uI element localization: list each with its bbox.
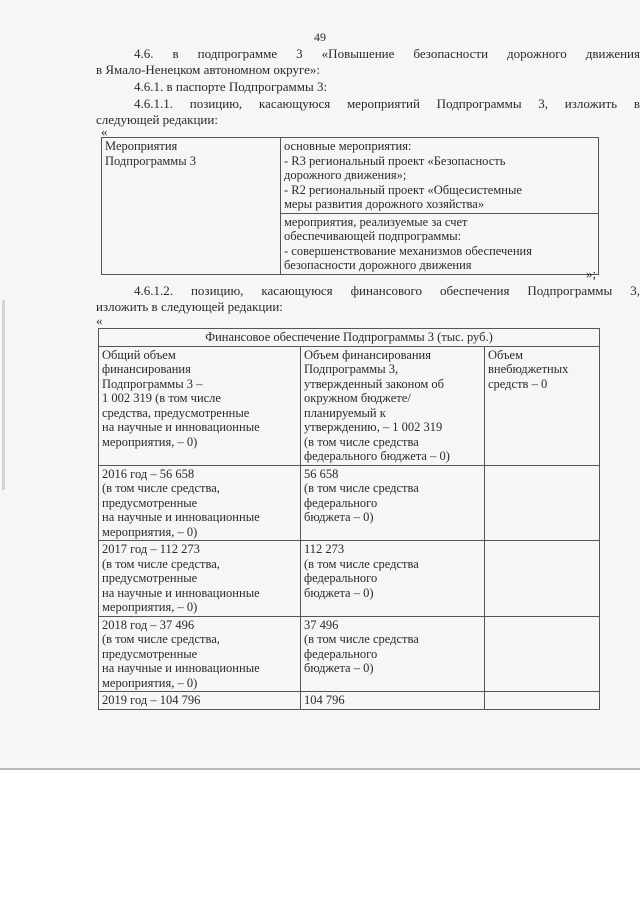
year-total-line: на научные и инновационные	[102, 510, 260, 524]
year-extrabudget-cell	[485, 616, 600, 692]
year-budget-line: 56 658	[304, 466, 339, 481]
table-row	[99, 692, 600, 710]
support-events-line: мероприятия, реализуемые за счет	[284, 214, 468, 229]
year-budget-line: бюджета – 0)	[304, 510, 374, 524]
year-total-line: мероприятия, – 0)	[102, 524, 198, 539]
events-label-line: Мероприятия	[105, 139, 178, 153]
header-total-line: 1 002 319 (в том числе	[102, 391, 221, 405]
year-budget-line: (в том числе средства	[304, 632, 419, 646]
support-events-line: безопасности дорожного движения	[284, 258, 472, 272]
paragraph-4-6-1: 4.6.1. в паспорте Подпрограммы 3:	[134, 79, 328, 94]
paragraph-4-6-line1: 4.6. в подпрограмме 3 «Повышение безопасности дорожного движения	[134, 46, 640, 61]
header-extrabudget-cell	[485, 346, 600, 465]
header-total-line: мероприятия, – 0)	[102, 434, 198, 449]
year-budget-line: 37 496	[304, 617, 339, 632]
year-budget-cell	[301, 465, 485, 541]
year-budget-cell	[301, 692, 485, 710]
paragraph-4-6-line2: в Ямало-Ненецком автономном округе»:	[96, 62, 321, 77]
paragraph-4-6-1-1-line1: 4.6.1.1. позицию, касающуюся мероприятий Подпрограммы 3, изложить в	[134, 96, 640, 111]
year-budget-line: бюджета – 0)	[304, 585, 374, 600]
support-events-line: - совершенствование механизмов обеспечения	[284, 243, 532, 258]
support-events-line: обеспечивающей подпрограммы:	[284, 229, 462, 243]
year-total-line: 2016 год – 56 658	[102, 466, 195, 481]
header-total-line: Подпрограммы 3 –	[102, 376, 203, 391]
year-budget-line: 104 796	[304, 693, 345, 707]
header-budget-line: Объем финансирования	[304, 347, 431, 362]
header-extrabudget-line: внебюджетных	[488, 362, 569, 376]
main-events-line: - R3 региональный проект «Безопасность	[284, 153, 506, 168]
events-label-cell	[102, 138, 281, 275]
main-events-line: меры развития дорожного хозяйства»	[284, 197, 485, 211]
year-extrabudget-cell	[485, 692, 600, 710]
year-budget-line: федерального	[304, 571, 378, 585]
header-total-cell	[99, 346, 301, 465]
year-total-line: предусмотренные	[102, 646, 198, 661]
year-total-cell	[99, 541, 301, 617]
header-budget-line: Подпрограммы 3,	[304, 362, 399, 376]
year-budget-line: (в том числе средства	[304, 481, 419, 495]
year-total-line: предусмотренные	[102, 571, 198, 585]
year-total-line: предусмотренные	[102, 495, 198, 510]
year-budget-line: (в том числе средства	[304, 556, 419, 571]
main-events-cell	[281, 138, 599, 214]
year-total-line: 2018 год – 37 496	[102, 617, 195, 632]
main-events-line: - R2 региональный проект «Общесистемные	[284, 182, 522, 197]
year-total-line: 2017 год – 112 273	[102, 542, 200, 556]
header-total-line: на научные и инновационные	[102, 420, 260, 434]
main-events-line: дорожного движения»;	[284, 168, 407, 182]
year-budget-line: федерального	[304, 646, 378, 661]
year-total-cell	[99, 465, 301, 541]
support-events-cell	[281, 213, 599, 274]
year-budget-line: федерального	[304, 495, 378, 510]
header-total-line: средства, предусмотренные	[102, 405, 250, 420]
header-extrabudget-line: Объем	[488, 347, 523, 362]
quote-close-1: »;	[586, 266, 597, 281]
year-total-line: на научные и инновационные	[102, 661, 260, 675]
header-total-line: Общий объем	[102, 347, 176, 362]
events-table	[101, 137, 599, 275]
year-budget-cell	[301, 616, 485, 692]
table-row	[99, 465, 600, 541]
year-budget-cell	[301, 541, 485, 617]
header-budget-line: планируемый к	[304, 405, 386, 420]
table-row	[99, 616, 600, 692]
header-budget-line: утверждению, – 1 002 319	[304, 420, 443, 434]
year-total-cell	[99, 616, 301, 692]
header-budget-line: окружном бюджете/	[304, 391, 411, 405]
table-row	[99, 541, 600, 617]
year-extrabudget-cell	[485, 465, 600, 541]
year-total-line: мероприятия, – 0)	[102, 675, 198, 690]
events-label-line: Подпрограммы 3	[105, 153, 196, 168]
paragraph-4-6-1-1-line2: следующей редакции:	[96, 112, 218, 127]
header-budget-cell	[301, 346, 485, 465]
paragraph-4-6-1-2-line1: 4.6.1.2. позицию, касающуюся финансового обеспечения Подпрограммы 3,	[134, 283, 640, 298]
header-budget-line: (в том числе средства	[304, 434, 419, 449]
header-extrabudget-line: средств – 0	[488, 376, 548, 391]
year-total-line: мероприятия, – 0)	[102, 600, 198, 614]
quote-open-1: «	[101, 124, 108, 139]
header-budget-line: утвержденный законом об	[304, 376, 444, 391]
main-events-line: основные мероприятия:	[284, 139, 412, 153]
year-total-line: (в том числе средства,	[102, 481, 220, 495]
paragraph-4-6-1-2-line2: изложить в следующей редакции:	[96, 299, 283, 314]
year-total-line: 2019 год – 104 796	[102, 693, 201, 707]
year-total-line: (в том числе средства,	[102, 556, 220, 571]
year-extrabudget-cell	[485, 541, 600, 617]
header-budget-line: федерального бюджета – 0)	[304, 449, 450, 463]
year-budget-line: бюджета – 0)	[304, 661, 374, 675]
year-total-line: на научные и инновационные	[102, 585, 260, 600]
page-number: 49	[314, 30, 326, 44]
scan-edge-mark	[2, 300, 5, 490]
year-budget-line: 112 273	[304, 542, 345, 556]
header-total-line: финансирования	[102, 362, 191, 376]
finance-table-title: Финансовое обеспечение Подпрограммы 3 (тыс. руб.)	[99, 329, 600, 347]
quote-open-2: «	[96, 313, 103, 328]
year-total-line: (в том числе средства,	[102, 632, 220, 646]
finance-table	[98, 328, 600, 710]
year-total-cell	[99, 692, 301, 710]
